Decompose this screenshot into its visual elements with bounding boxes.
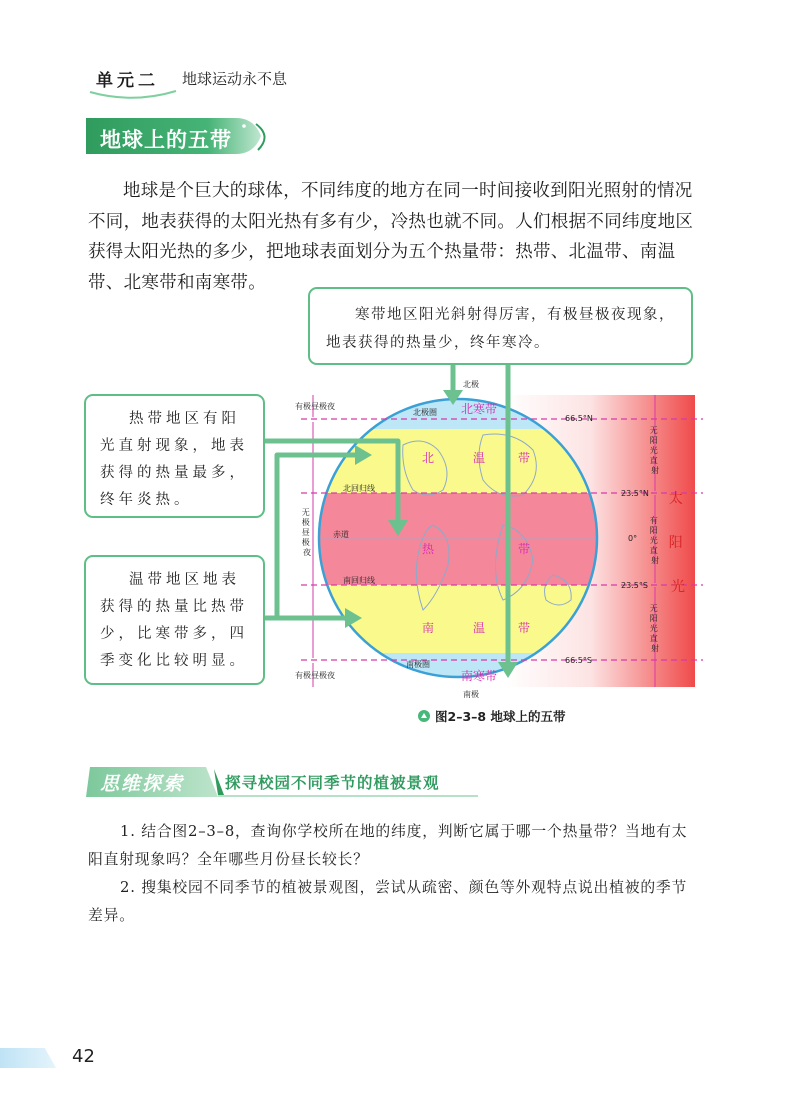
no-polar-day-label: 无 极 昼 极 夜 — [301, 508, 311, 557]
south-temperate-label-3: 带 — [518, 621, 531, 635]
task-item: 2. 搜集校园不同季节的植被景观图，尝试从疏密、颜色等外观特点说出植被的季节差异。 — [88, 879, 688, 924]
callout-tropic-zone — [84, 394, 265, 518]
lat-66s-label: 66.5°S — [565, 656, 592, 665]
triangle-icon — [418, 710, 430, 722]
lat-23s-label: 23.5°S — [621, 581, 648, 590]
lat-66n-label: 66.5°N — [565, 414, 593, 423]
north-temperate-label-1: 北 — [422, 451, 435, 465]
north-temperate-label-3: 带 — [518, 451, 531, 465]
north-pole-label: 北极 — [463, 380, 479, 389]
callout-frigid-zone — [308, 287, 693, 365]
south-temperate-label-1: 南 — [422, 621, 435, 635]
unit-title: 地球运动永不息 — [182, 70, 288, 88]
explore-title: 探寻校园不同季节的植被景观 — [225, 774, 440, 792]
section-title: 地球上的五带 — [100, 128, 232, 152]
arrow-head-south-frigid — [498, 662, 518, 678]
task-item: 1. 结合图2–3–8，查询你学校所在地的纬度，判断它属于哪一个热量带？当地有太阳直射现象吗？全年哪些月份昼长较长？ — [88, 823, 688, 868]
arrow-head-tropic — [388, 520, 408, 536]
caption-text: 图2–3–8 地球上的五带 — [435, 709, 566, 724]
north-frigid-label: 北寒带 — [461, 402, 498, 416]
callout-temperate-zone — [84, 555, 265, 685]
antarctic-circle-label: 南极圈 — [406, 660, 430, 669]
tropic-label-1: 热 — [422, 542, 435, 556]
arctic-circle-label: 北极圈 — [413, 408, 437, 417]
tropic-capricorn-label: 南回归线 — [343, 576, 375, 585]
south-polar-day-label: 有极昼极夜 — [295, 671, 335, 680]
south-pole-label: 南极 — [463, 690, 479, 699]
explore-label: 思维探索 — [100, 773, 185, 795]
north-polar-day-label: 有极昼极夜 — [295, 402, 335, 411]
equator-label: 赤道 — [333, 530, 349, 539]
unit-label: 单元二 — [96, 71, 159, 91]
callout-frigid-text: 寒带地区阳光斜射得厉害，有极昼极夜现象，地表获得的热量少，终年寒冷。 — [326, 307, 675, 351]
no-direct-north-label: 无 阳 光 直 射 — [649, 426, 659, 475]
lat-0-label: 0° — [628, 534, 638, 543]
sun-label: 太 阳 光 — [668, 491, 685, 595]
lat-23n-label: 23.5°N — [621, 489, 649, 498]
callout-tropic-text: 热带地区有阳光直射现象，地表获得的热量最多，终年炎热。 — [100, 411, 248, 508]
page-number: 42 — [72, 1046, 95, 1067]
tropic-cancer-label: 北回归线 — [343, 484, 375, 493]
arrow-head-north-frigid — [443, 390, 463, 405]
arrow-head-south-temperate — [345, 608, 362, 628]
north-temperate-label-2: 温 — [473, 451, 486, 465]
callout-temperate-text: 温带地区地表获得的热量比热带少，比寒带多，四季变化比较明显。 — [100, 572, 248, 669]
tropic-label-2: 带 — [518, 542, 531, 556]
arrow-head-north-temperate — [355, 445, 372, 465]
south-temperate-label-2: 温 — [473, 621, 486, 635]
south-frigid-label: 南寒带 — [461, 669, 498, 683]
has-direct-label: 有 阳 光 直 射 — [649, 516, 659, 565]
figure-caption — [418, 707, 565, 725]
no-direct-south-label: 无 阳 光 直 射 — [649, 604, 659, 653]
intro-paragraph: 地球是个巨大的球体，不同纬度的地方在同一时间接收到阳光照射的情况不同，地表获得的太阳光热有多有少，冷热也就不同。人们根据不同纬度地区获得太阳光热的多少，把地球表面划分为五个热量带：热带、北温带、南温带、北寒带和南寒带。 — [88, 181, 694, 293]
